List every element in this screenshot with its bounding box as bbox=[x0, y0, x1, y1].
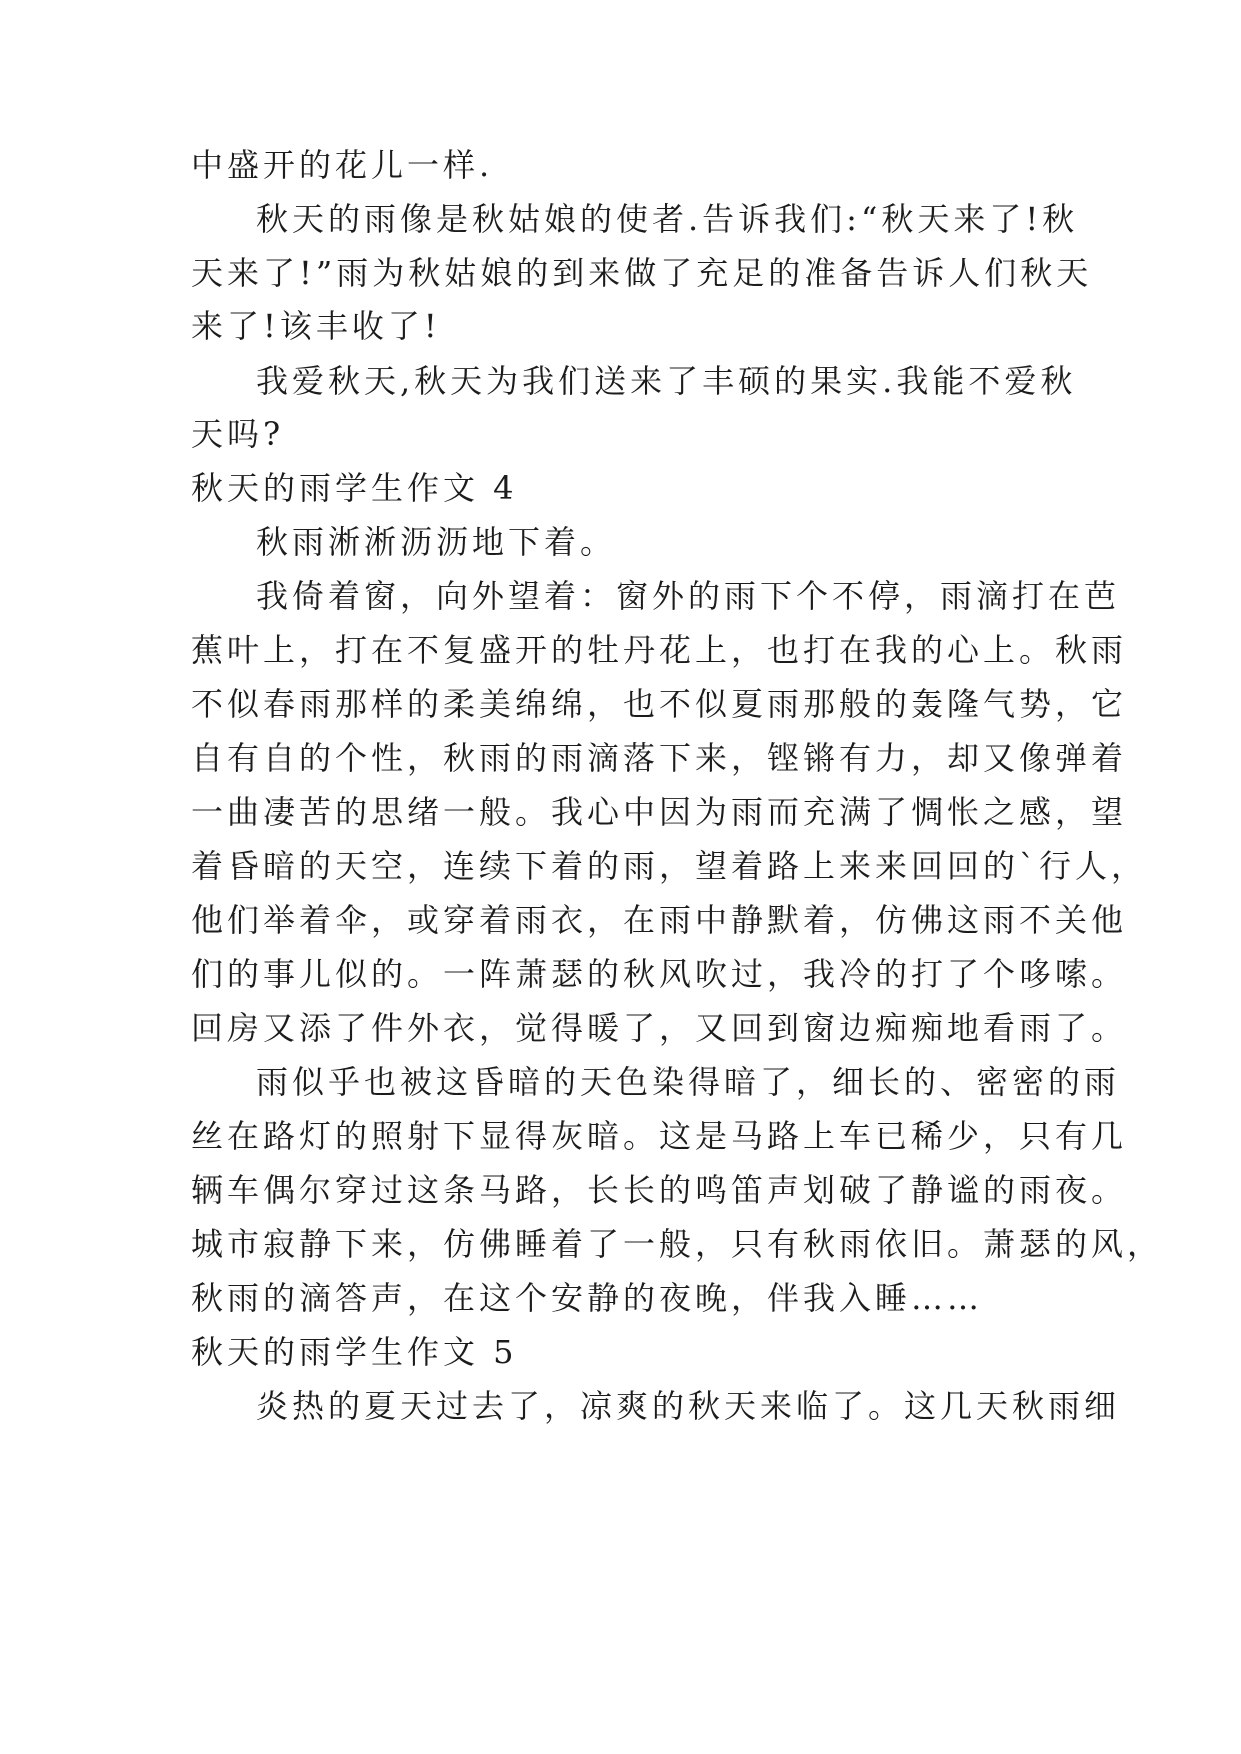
paragraph-start: 秋天的雨像是秋姑娘的使者.告诉我们:“秋天来了!秋 bbox=[256, 200, 1079, 238]
text-line: 不似春雨那样的柔美绵绵，也不似夏雨那般的轰隆气势，它 bbox=[191, 685, 1128, 723]
paragraph-start: 雨似乎也被这昏暗的天色染得暗了，细长的、密密的雨 bbox=[256, 1063, 1121, 1101]
text-line: 蕉叶上，打在不复盛开的牡丹花上，也打在我的心上。秋雨 bbox=[191, 631, 1128, 669]
text-line: 自有自的个性，秋雨的雨滴落下来，铿锵有力，却又像弹着 bbox=[191, 739, 1128, 777]
text-line: 秋雨的滴答声，在这个安静的夜晚，伴我入睡…… bbox=[191, 1279, 984, 1317]
paragraph-start: 炎热的夏天过去了，凉爽的秋天来临了。这几天秋雨细 bbox=[256, 1387, 1121, 1425]
text-line: 天吗? bbox=[191, 415, 285, 453]
text-line: 回房又添了件外衣，觉得暖了，又回到窗边痴痴地看雨了。 bbox=[191, 1009, 1128, 1047]
paragraph-start: 我爱秋天,秋天为我们送来了丰硕的果实.我能不爱秋 bbox=[256, 362, 1077, 400]
text-line: 他们举着伞，或穿着雨衣，在雨中静默着，仿佛这雨不关他 bbox=[191, 901, 1128, 939]
text-line: 们的事儿似的。一阵萧瑟的秋风吹过，我冷的打了个哆嗦。 bbox=[191, 955, 1128, 993]
section-heading: 秋天的雨学生作文 4 bbox=[191, 469, 518, 507]
text-line: 城市寂静下来，仿佛睡着了一般，只有秋雨依旧。萧瑟的风， bbox=[191, 1225, 1164, 1263]
text-line: 天来了!”雨为秋姑娘的到来做了充足的准备告诉人们秋天 bbox=[191, 254, 1093, 292]
text-line: 着昏暗的天空，连续下着的雨，望着路上来来回回的`行人， bbox=[191, 847, 1148, 885]
paragraph-start: 我倚着窗，向外望着：窗外的雨下个不停，雨滴打在芭 bbox=[256, 577, 1121, 615]
section-heading: 秋天的雨学生作文 5 bbox=[191, 1333, 518, 1371]
text-line: 一曲凄苦的思绪一般。我心中因为雨而充满了惆怅之感，望 bbox=[191, 793, 1128, 831]
text-line: 辆车偶尔穿过这条马路，长长的鸣笛声划破了静谧的雨夜。 bbox=[191, 1171, 1128, 1209]
text-line: 来了!该丰收了! bbox=[191, 307, 441, 345]
text-line: 丝在路灯的照射下显得灰暗。这是马路上车已稀少，只有几 bbox=[191, 1117, 1128, 1155]
text-line: 中盛开的花儿一样. bbox=[191, 146, 494, 184]
paragraph-start: 秋雨淅淅沥沥地下着。 bbox=[256, 523, 617, 561]
